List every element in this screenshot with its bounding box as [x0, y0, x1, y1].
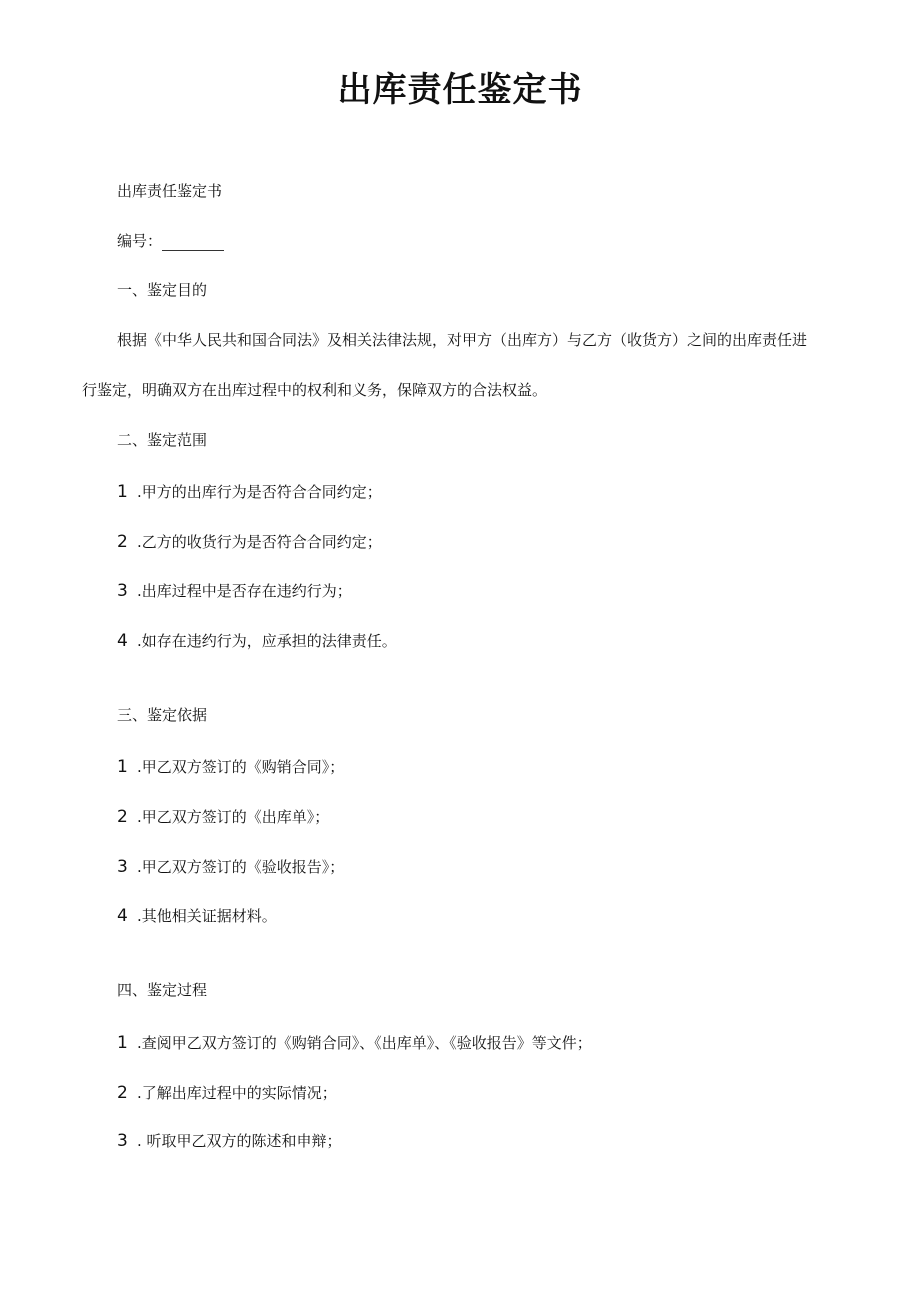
- list-item: [117, 1082, 337, 1103]
- list-item-text: .乙方的收货行为是否符合合同约定；: [137, 533, 382, 551]
- section-heading-purpose: 一、鉴定目的: [117, 281, 208, 299]
- list-item-text: .查阅甲乙双方签订的《购销合同》、《出库单》、《验收报告》等文件；: [137, 1034, 592, 1052]
- list-item-number: 2: [117, 807, 128, 827]
- list-item: [117, 481, 382, 502]
- number-label: 编号：: [117, 232, 163, 250]
- section-heading-process: 四、鉴定过程: [117, 981, 208, 999]
- section-heading-scope: 二、鉴定范围: [117, 431, 208, 449]
- list-item-number: 2: [117, 532, 128, 552]
- list-item-text: .甲乙双方签订的《验收报告》；: [137, 858, 345, 876]
- list-item: [117, 756, 344, 777]
- list-item-text: .其他相关证据材料。: [137, 907, 277, 925]
- document-subtitle: 出库责任鉴定书: [117, 182, 223, 200]
- list-item-text: .如存在违约行为，应承担的法律责任。: [137, 632, 397, 650]
- section-heading-basis: 三、鉴定依据: [117, 706, 208, 724]
- list-item-number: 2: [117, 1083, 128, 1103]
- list-item: [117, 630, 397, 651]
- list-item-number: 3: [117, 857, 128, 877]
- list-item-number: 1: [117, 1033, 128, 1053]
- list-item: [117, 905, 277, 926]
- list-item: [117, 856, 344, 877]
- list-item-number: 4: [117, 631, 128, 651]
- list-item: [117, 1032, 592, 1053]
- list-item-number: 1: [117, 757, 128, 777]
- purpose-paragraph-line2: 行鉴定，明确双方在出库过程中的权利和义务，保障双方的合法权益。: [82, 381, 548, 399]
- list-item-number: 1: [117, 482, 128, 502]
- list-item-number: 4: [117, 906, 128, 926]
- list-item-text: . 听取甲乙双方的陈述和申辩；: [137, 1132, 342, 1150]
- list-item-text: .出库过程中是否存在违约行为；: [137, 582, 352, 600]
- list-item: [117, 531, 382, 552]
- list-item-number: 3: [117, 581, 128, 601]
- list-item-text: .甲乙双方签订的《购销合同》；: [137, 758, 345, 776]
- list-item-text: .甲乙双方签订的《出库单》；: [137, 808, 330, 826]
- list-item: [117, 1130, 342, 1151]
- list-item-text: .了解出库过程中的实际情况；: [137, 1084, 337, 1102]
- purpose-paragraph-line1: 根据《中华人民共和国合同法》及相关法律法规，对甲方（出库方）与乙方（收货方）之间的出库责任进: [117, 331, 808, 349]
- number-blank: [162, 236, 224, 251]
- list-item: [117, 580, 352, 601]
- list-item-text: .甲方的出库行为是否符合合同约定；: [137, 483, 382, 501]
- document-title: 出库责任鉴定书: [337, 70, 583, 110]
- list-item-number: 3: [117, 1131, 128, 1151]
- document-number: [117, 230, 224, 251]
- list-item: [117, 806, 329, 827]
